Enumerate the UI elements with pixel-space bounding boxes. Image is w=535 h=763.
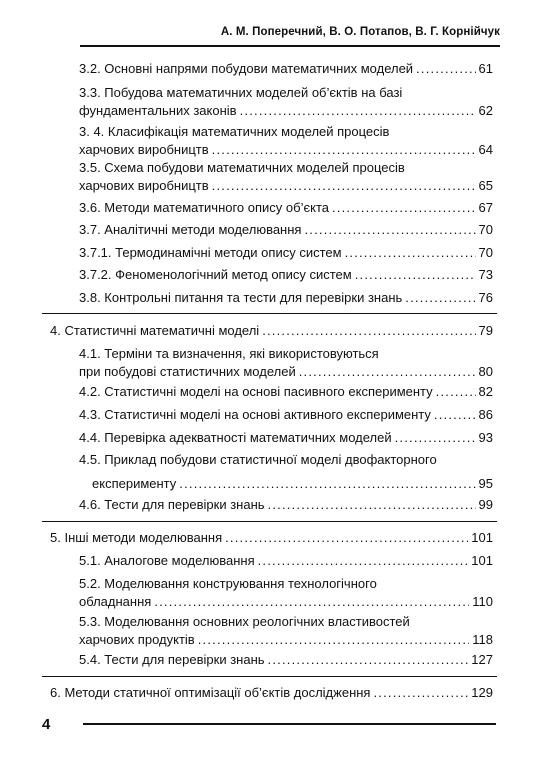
footer-rule (83, 723, 496, 725)
toc-entry-title: 5.2. Моделювання конструювання технологічного (79, 576, 377, 591)
toc-entry-title: 3.8. Контрольні питання та тести для перевірки знань (79, 290, 403, 305)
toc-entry-4-2[interactable] (79, 384, 493, 400)
leader-dots (436, 384, 476, 400)
toc-entry-3-7-1[interactable] (79, 245, 493, 261)
toc-entry-title: 5.4. Тести для перевірки знань (79, 652, 265, 667)
leader-dots (268, 497, 476, 513)
toc-entry-3-7[interactable] (79, 222, 493, 238)
leader-dots (154, 594, 469, 610)
toc-page-number: 82 (478, 384, 493, 399)
toc-page-number: 70 (478, 245, 493, 260)
toc-entry-5[interactable] (50, 530, 493, 546)
toc-entry-title: 5.1. Аналогове моделювання (79, 553, 255, 568)
toc-page-number: 61 (478, 61, 493, 76)
page-number: 4 (42, 716, 51, 733)
toc-entry-4[interactable] (50, 323, 493, 339)
toc-entry-6[interactable] (50, 685, 493, 701)
leader-dots (434, 407, 476, 423)
toc-entry-title: 3.7. Аналітичні методи моделювання (79, 222, 302, 237)
toc-page-number: 101 (471, 553, 493, 568)
toc-entry-title: 4. Статистичні математичні моделі (50, 323, 260, 338)
toc-entry-title: 4.4. Перевірка адекватності математичних моделей (79, 430, 392, 445)
toc-entry-title: 4.6. Тести для перевірки знань (79, 497, 265, 512)
leader-dots (332, 200, 476, 216)
toc-entry-title: 3.2. Основні напрями побудови математичних моделей (79, 61, 414, 76)
toc-page-number: 62 (478, 103, 493, 118)
leader-dots (355, 267, 476, 283)
toc-entry-4-5[interactable] (79, 452, 493, 492)
leader-dots (304, 222, 475, 238)
toc-entry-4-4[interactable] (79, 430, 493, 446)
toc-entry-title-cont: при побудові статистичних моделей (79, 364, 296, 379)
toc-entry-5-1[interactable] (79, 553, 493, 569)
toc-page-number: 118 (472, 632, 493, 647)
toc-page-number: 93 (478, 430, 493, 445)
leader-dots (240, 103, 476, 119)
toc-page-number: 101 (471, 530, 493, 545)
toc-entry-3-2[interactable] (79, 61, 493, 77)
leader-dots (268, 652, 469, 668)
toc-entry-title: 5.3. Моделювання основних реологічних властивостей (79, 614, 410, 629)
toc-entry-3-4[interactable] (79, 124, 493, 158)
toc-entry-title: 4.2. Статистичні моделі на основі пасивного експерименту (79, 384, 433, 399)
toc-page-number: 86 (478, 407, 493, 422)
leader-dots (345, 245, 476, 261)
toc-page-number: 65 (478, 178, 493, 193)
toc-page-number: 70 (478, 222, 493, 237)
section-divider (42, 313, 497, 314)
toc-entry-title: 4.1. Терміни та визначення, які використовуються (79, 346, 379, 361)
toc-entry-4-6[interactable] (79, 497, 493, 513)
toc-page-number: 76 (478, 290, 493, 305)
toc-entry-3-6[interactable] (79, 200, 493, 216)
page-header: А. М. Поперечний, В. О. Потапов, В. Г. Корнійчук (220, 26, 500, 38)
toc-entry-4-3[interactable] (79, 407, 493, 423)
leader-dots (179, 476, 475, 492)
toc-entry-title-cont: експерименту (92, 476, 177, 491)
toc-entry-4-1[interactable] (79, 346, 493, 380)
toc-entry-title: 6. Методи статичної оптимізації об’єктів дослідження (50, 685, 371, 700)
toc-page-number: 127 (471, 652, 493, 667)
toc-entry-5-4[interactable] (79, 652, 493, 668)
leader-dots (299, 364, 476, 380)
toc-entry-3-5[interactable] (79, 160, 493, 194)
toc-page-number: 64 (478, 142, 493, 157)
toc-entry-3-3[interactable] (79, 85, 493, 119)
toc-page-number: 129 (471, 685, 493, 700)
toc-entry-title: 3.6. Методи математичного опису об’єкта (79, 200, 329, 215)
toc-entry-title: 3.7.1. Термодинамічні методи опису систем (79, 245, 342, 260)
leader-dots (405, 290, 475, 306)
toc-entry-5-3[interactable] (79, 614, 493, 648)
toc-entry-title-cont: фундаментальних законів (79, 103, 237, 118)
leader-dots (373, 685, 468, 701)
toc-entry-title: 4.3. Статистичні моделі на основі активного експерименту (79, 407, 431, 422)
toc-entry-3-7-2[interactable] (79, 267, 493, 283)
leader-dots (416, 61, 475, 77)
leader-dots (262, 323, 475, 339)
section-divider (42, 521, 497, 522)
toc-page-number: 79 (478, 323, 493, 338)
toc-page-number: 110 (472, 594, 493, 609)
toc-entry-title: 3.5. Схема побудови математичних моделей процесів (79, 160, 405, 175)
leader-dots (212, 142, 476, 158)
toc-entry-title: 3. 4. Класифікація математичних моделей процесів (79, 124, 390, 139)
toc-entry-title: 5. Інші методи моделювання (50, 530, 223, 545)
leader-dots (258, 553, 469, 569)
toc-entry-title: 3.7.2. Феноменологічний метод опису систем (79, 267, 352, 282)
leader-dots (198, 632, 470, 648)
toc-page-number: 80 (478, 364, 493, 379)
toc-entry-title: 3.3. Побудова математичних моделей об’єктів на базі (79, 85, 403, 100)
toc-page-number: 95 (478, 476, 493, 491)
toc-entry-3-8[interactable] (79, 290, 493, 306)
toc-page-number: 67 (478, 200, 493, 215)
toc-entry-title-cont: харчових продуктів (79, 632, 195, 647)
toc-entry-title-cont: харчових виробництв (79, 142, 209, 157)
toc-entry-5-2[interactable] (79, 576, 493, 610)
section-divider (42, 676, 497, 677)
toc-entry-title-cont: харчових виробництв (79, 178, 209, 193)
toc-entry-title: 4.5. Приклад побудови статистичної моделі двофакторного (79, 452, 437, 467)
toc-page-number: 99 (478, 497, 493, 512)
leader-dots (225, 530, 468, 546)
leader-dots (395, 430, 476, 446)
toc-entry-title-cont: обладнання (79, 594, 152, 609)
toc-page-number: 73 (478, 267, 493, 282)
leader-dots (212, 178, 476, 194)
